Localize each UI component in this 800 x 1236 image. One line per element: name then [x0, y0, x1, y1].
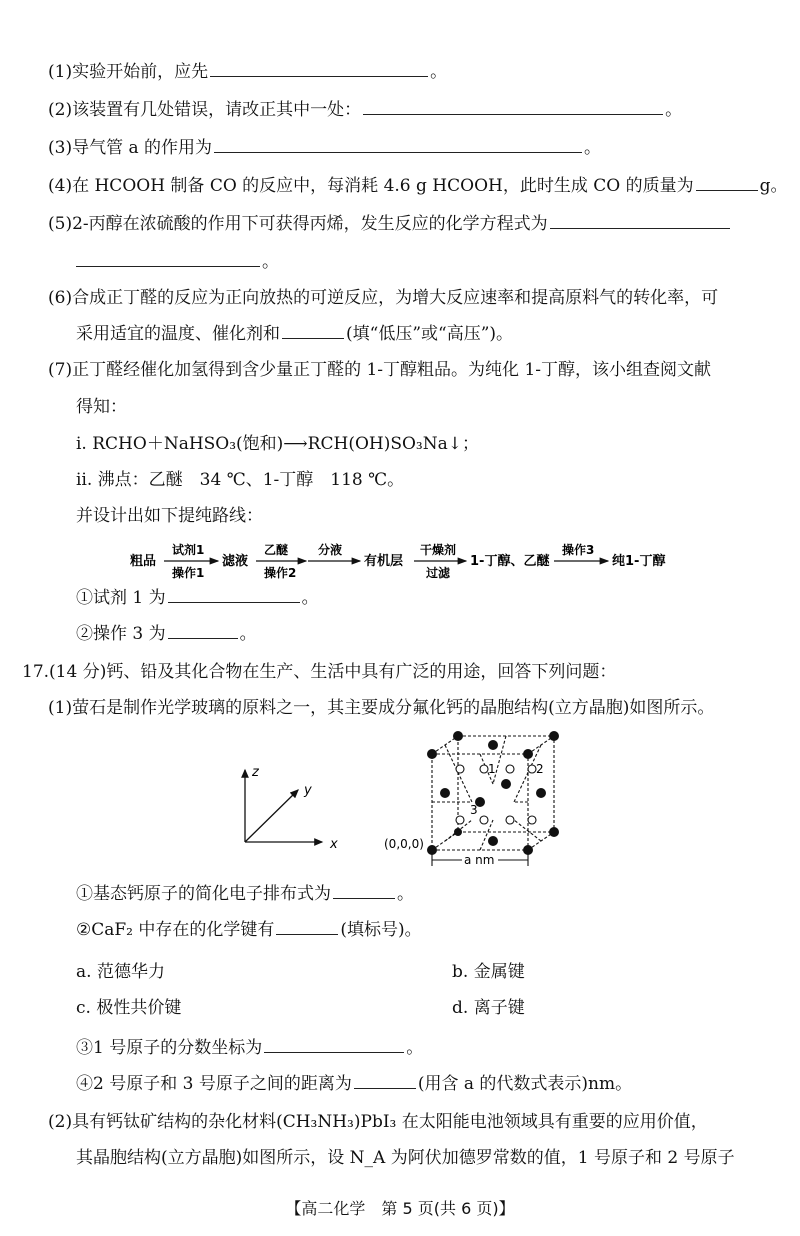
q16-p6-line2: 采用适宜的温度、催化剂和 (填“低压”或“高压”)。: [76, 324, 514, 344]
answer-blank[interactable]: [210, 60, 428, 77]
q16-p4: (4)在 HCOOH 制备 CO 的反应中，每消耗 4.6 g HCOOH，此时生成 CO 的质量为 g。: [48, 176, 788, 196]
x-label: x: [330, 837, 338, 852]
q16-p7-line1: (7)正丁醛经催化加氢得到含少量正丁醛的 1-丁醇粗品。为纯化 1-丁醇，该小组查阅文献: [48, 360, 712, 380]
answer-blank[interactable]: [550, 212, 730, 229]
q17-p2-line2: 其晶胞结构(立方晶胞)如图所示，设 N_A 为阿伏加德罗常数的值，1 号原子和 2 号原子: [76, 1148, 735, 1168]
q16-p7-line2: 得知：: [76, 397, 127, 417]
route-desiccant: 干燥剂: [420, 543, 457, 557]
q16-p7-route-intro: 并设计出如下提纯路线：: [76, 506, 263, 526]
option-c: c. 极性共价键: [76, 998, 182, 1018]
ca-atoms: [427, 731, 559, 855]
answer-blank[interactable]: [276, 918, 338, 935]
q16-p1: (1)实验开始前，应先 。: [48, 62, 448, 82]
q17-s1: ①基态钙原子的简化电子排布式为 。: [76, 884, 414, 904]
y-axis: [245, 790, 298, 842]
q17-s3: ③1 号原子的分数坐标为 。: [76, 1038, 424, 1058]
q16-p7-info2: ⅱ. 沸点：乙醚 34 ℃、1-丁醇 118 ℃。: [76, 470, 405, 490]
route-op2: 操作2: [264, 566, 297, 580]
q16-p6-line1: (6)合成正丁醛的反应为正向放热的可逆反应，为增大反应速率和提高原料气的转化率，可: [48, 288, 719, 308]
answer-blank[interactable]: [168, 586, 300, 603]
answer-blank[interactable]: [214, 136, 582, 153]
atom-label-2: 2: [536, 762, 544, 776]
answer-blank[interactable]: [168, 622, 238, 639]
route-separate: 分液: [318, 543, 343, 557]
purification-route-diagram: [120, 536, 720, 586]
route-butanol-ether: 1-丁醇、乙醚: [470, 554, 550, 569]
option-a: a. 范德华力: [76, 962, 165, 982]
q16-p5: (5)2-丙醇在浓硫酸的作用下可获得丙烯，发生反应的化学方程式为: [48, 212, 732, 236]
f-atoms: [456, 765, 536, 824]
q17-s2: ②CaF₂ 中存在的化学键有 (填标号)。: [76, 920, 422, 940]
atom-label-3: 3: [470, 803, 478, 817]
axes-figure: [226, 754, 350, 860]
atom-label-1: 1: [488, 762, 496, 776]
edge-length-label: a nm: [464, 853, 495, 867]
y-label: y: [304, 783, 312, 798]
answer-blank[interactable]: [282, 322, 344, 339]
q16-p2: (2)该装置有几处错误，请改正其中一处： 。: [48, 100, 683, 120]
route-pure-butanol: 纯1-丁醇: [612, 554, 666, 569]
z-label: z: [252, 765, 259, 780]
q16-p3: (3)导气管 a 的作用为 。: [48, 138, 602, 158]
cell-edges: [432, 736, 554, 850]
q16-p7-sub2: ②操作 3 为 。: [76, 624, 257, 644]
q17-s4: ④2 号原子和 3 号原子之间的距离为 (用含 a 的代数式表示)nm。: [76, 1074, 633, 1094]
answer-blank[interactable]: [363, 98, 663, 115]
route-filter: 过滤: [426, 566, 451, 580]
q17-p2-line1: (2)具有钙钛矿结构的杂化材料(CH₃NH₃)PbI₃ 在太阳能电池领域具有重要的应用价值，: [48, 1112, 708, 1132]
route-op1: 操作1: [172, 566, 205, 580]
route-op3: 操作3: [562, 543, 595, 557]
answer-blank[interactable]: [354, 1072, 416, 1089]
q16-p7-sub1: ①试剂 1 为 。: [76, 588, 319, 608]
route-filtrate: 滤液: [222, 554, 249, 569]
origin-label: (0,0,0): [384, 837, 424, 851]
q16-p5-cont: 。: [76, 250, 279, 274]
option-b: b. 金属键: [452, 962, 525, 982]
q16-p7-info1: ⅰ. RCHO＋NaHSO₃(饱和)⟶RCH(OH)SO₃Na↓；: [76, 434, 479, 454]
answer-blank[interactable]: [76, 250, 260, 267]
route-ether: 乙醚: [264, 543, 289, 557]
route-organic-layer: 有机层: [364, 554, 404, 569]
answer-blank[interactable]: [264, 1036, 404, 1053]
answer-blank[interactable]: [696, 174, 758, 191]
route-crude: 粗品: [130, 554, 157, 569]
page-footer: 【高二化学 第 5 页(共 6 页)】: [285, 1199, 515, 1218]
option-d: d. 离子键: [452, 998, 525, 1018]
caf2-unit-cell-figure: [380, 724, 570, 874]
q17-header: 17.(14 分)钙、铅及其化合物在生产、生活中具有广泛的用途，回答下列问题：: [22, 662, 617, 682]
q17-p1: (1)萤石是制作光学玻璃的原料之一，其主要成分氟化钙的晶胞结构(立方晶胞)如图所示。: [48, 698, 715, 718]
answer-blank[interactable]: [333, 882, 395, 899]
route-reagent1: 试剂1: [172, 543, 205, 557]
